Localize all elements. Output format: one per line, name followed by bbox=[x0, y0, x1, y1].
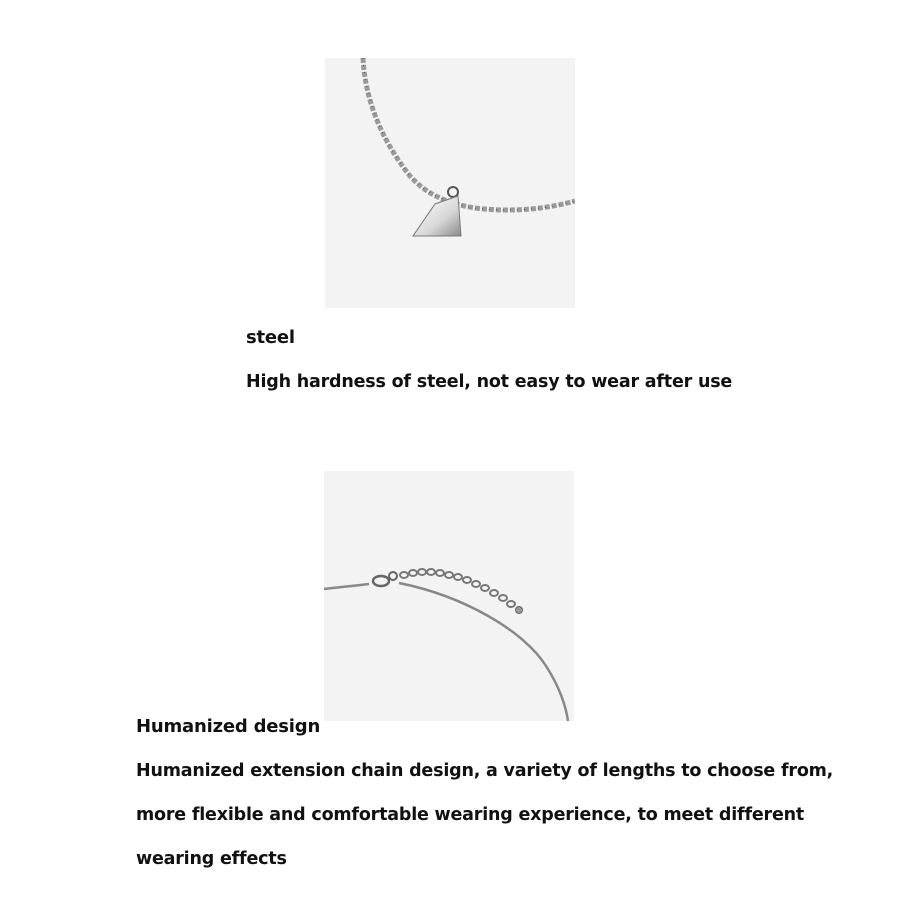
section-description-steel: High hardness of steel, not easy to wear after use bbox=[246, 372, 733, 392]
product-photo-beaded-necklace bbox=[325, 58, 575, 308]
section-description-line: more flexible and comfortable wearing experience, to meet different bbox=[136, 805, 805, 825]
section-title-humanized-design: Humanized design bbox=[136, 716, 321, 737]
product-photo-extension-chain bbox=[324, 471, 574, 721]
section-description-line: Humanized extension chain design, a variety of lengths to choose from, bbox=[136, 761, 834, 781]
section-title-steel: steel bbox=[246, 327, 295, 348]
section-description-line: wearing effects bbox=[136, 849, 287, 869]
